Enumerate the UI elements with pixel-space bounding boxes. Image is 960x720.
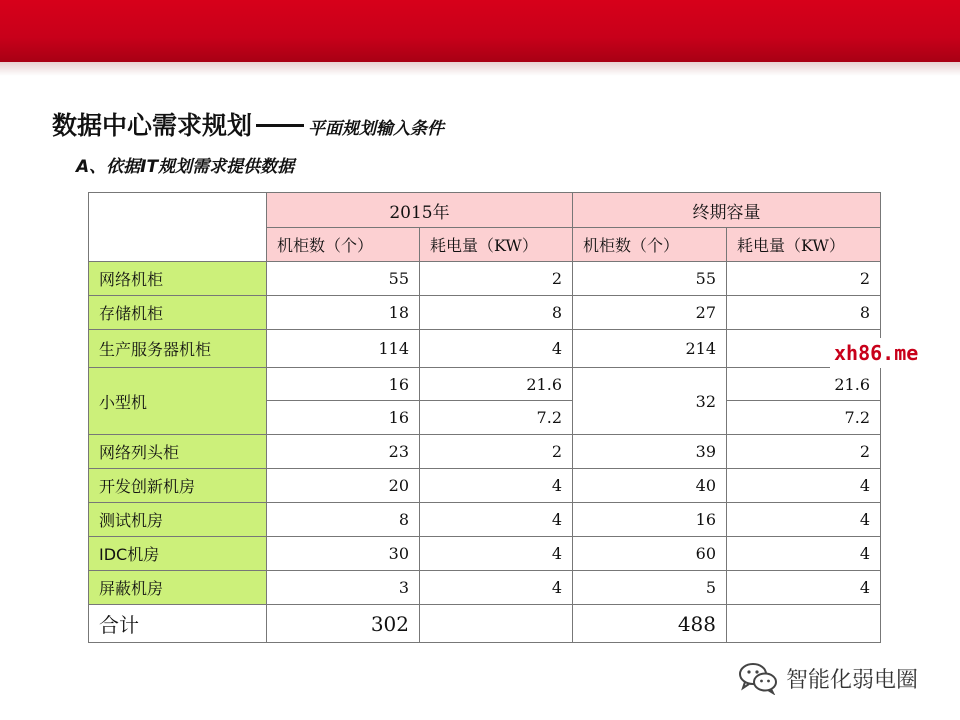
table-row (89, 469, 881, 503)
title-dash (256, 124, 304, 127)
account-watermark (738, 660, 918, 696)
cell-power-final: 2 (727, 435, 881, 469)
total-row (89, 605, 881, 643)
page-title-sub: 平面规划输入条件 (308, 119, 445, 139)
top-banner (0, 0, 960, 62)
total-label: 合计 (89, 605, 267, 643)
requirements-table (88, 192, 881, 643)
account-name: 智能化弱电圈 (786, 667, 919, 693)
subheader-power-final: 耗电量（KW） (727, 228, 881, 262)
page-title (52, 108, 444, 144)
cell-power-2015: 4 (420, 503, 573, 537)
banner-shadow (0, 62, 960, 76)
total-power-2015 (420, 605, 573, 643)
site-watermark: xh86.me (830, 338, 922, 368)
table-row (89, 296, 881, 330)
table-row (89, 537, 881, 571)
cell-power-2015: 7.2 (420, 401, 573, 435)
cell-cabinets-2015: 30 (267, 537, 420, 571)
cell-cabinets-2015: 23 (267, 435, 420, 469)
cell-cabinets-2015: 114 (267, 330, 420, 368)
wechat-icon (738, 661, 778, 695)
cell-power-final: 4 (727, 537, 881, 571)
total-cabinets-2015: 302 (267, 605, 420, 643)
table-row (89, 503, 881, 537)
cell-power-final: 21.6 (727, 368, 881, 401)
cell-cabinets-2015: 55 (267, 262, 420, 296)
cell-cabinets-2015: 16 (267, 401, 420, 435)
cell-cabinets-2015: 3 (267, 571, 420, 605)
cell-cabinets-2015: 8 (267, 503, 420, 537)
table-row (89, 330, 881, 368)
cell-cabinets-final: 40 (573, 469, 727, 503)
cell-power-2015: 21.6 (420, 368, 573, 401)
cell-power-2015: 4 (420, 330, 573, 368)
table-row (89, 262, 881, 296)
cell-power-final: 8 (727, 296, 881, 330)
cell-cabinets-final: 27 (573, 296, 727, 330)
cell-cabinets-final: 16 (573, 503, 727, 537)
cell-power-2015: 4 (420, 537, 573, 571)
subheader-cabinets-final: 机柜数（个） (573, 228, 727, 262)
cell-power-2015: 2 (420, 262, 573, 296)
row-label: 开发创新机房 (89, 469, 267, 503)
cell-cabinets-2015: 16 (267, 368, 420, 401)
cell-cabinets-final: 55 (573, 262, 727, 296)
table-row (89, 368, 881, 401)
cell-power-final: 2 (727, 262, 881, 296)
row-label: 生产服务器机柜 (89, 330, 267, 368)
row-label: 存储机柜 (89, 296, 267, 330)
row-label: 测试机房 (89, 503, 267, 537)
cell-cabinets-final: 214 (573, 330, 727, 368)
row-label: 网络列头柜 (89, 435, 267, 469)
row-label: 小型机 (89, 368, 267, 435)
cell-cabinets-final: 5 (573, 571, 727, 605)
cell-power-final: 4 (727, 469, 881, 503)
page-title-main: 数据中心需求规划 (52, 111, 253, 140)
cell-power-final: 7.2 (727, 401, 881, 435)
total-power-final (727, 605, 881, 643)
cell-cabinets-2015: 20 (267, 469, 420, 503)
row-label: IDC机房 (89, 537, 267, 571)
cell-power-2015: 8 (420, 296, 573, 330)
cell-power-final: 4 (727, 571, 881, 605)
cell-power-final: 4 (727, 503, 881, 537)
header-corner-cell (89, 193, 267, 262)
table-row (89, 571, 881, 605)
header-final-capacity: 终期容量 (573, 193, 881, 228)
cell-cabinets-final: 60 (573, 537, 727, 571)
header-row-groups (89, 193, 881, 228)
cell-cabinets-final: 32 (573, 368, 727, 435)
row-label: 屏蔽机房 (89, 571, 267, 605)
subheader-cabinets-2015: 机柜数（个） (267, 228, 420, 262)
cell-power-2015: 4 (420, 469, 573, 503)
cell-cabinets-final: 39 (573, 435, 727, 469)
header-2015: 2015年 (267, 193, 573, 228)
row-label: 网络机柜 (89, 262, 267, 296)
cell-cabinets-2015: 18 (267, 296, 420, 330)
total-cabinets-final: 488 (573, 605, 727, 643)
subheader-power-2015: 耗电量（KW） (420, 228, 573, 262)
cell-power-2015: 2 (420, 435, 573, 469)
cell-power-2015: 4 (420, 571, 573, 605)
table-row (89, 435, 881, 469)
section-subtitle: A、依据IT规划需求提供数据 (76, 157, 295, 177)
